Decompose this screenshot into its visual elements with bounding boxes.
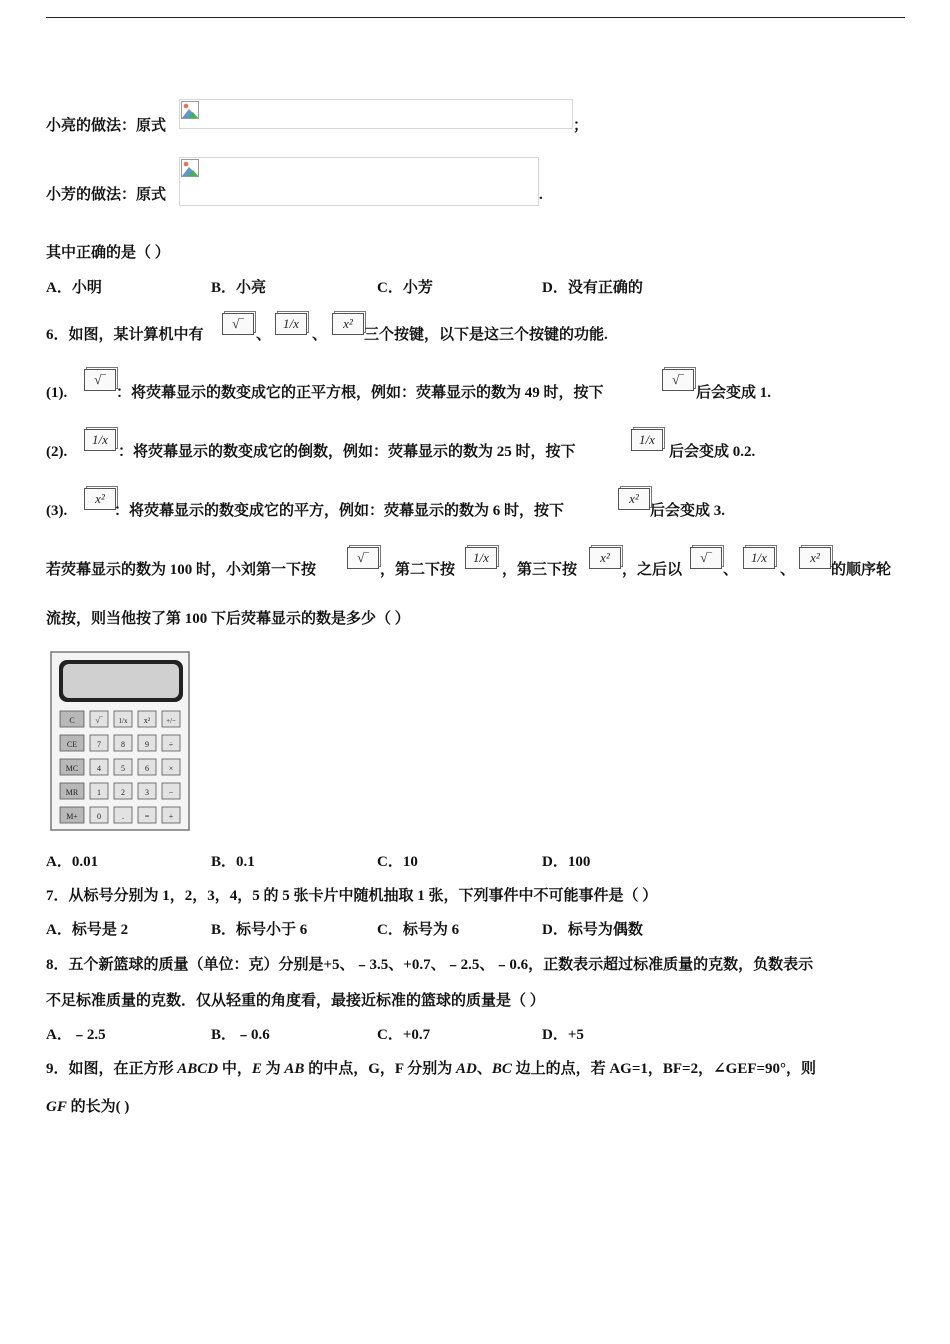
calc-key-label: CE <box>66 740 78 749</box>
q6-option-a: A．0.01 <box>46 854 99 870</box>
q7-text: 7．从标号分别为 1，2，3，4，5 的 5 张卡片中随机抽取 1 张，下列事件中不可能事件是（ ） <box>46 888 658 904</box>
calc-key-label: 6 <box>145 764 149 773</box>
broken-image-icon <box>181 159 199 177</box>
q9-line1: 9．如图，在正方形 ABCD 中，E 为 AB 的中点，G，F 分别为 AD、BC 边上的点，若 AG=1，BF=2，∠GEF=90°，则 <box>46 1061 817 1077</box>
separator: 、 <box>312 327 328 343</box>
broken-formula-image-1 <box>179 99 573 129</box>
q8-option-c: C．+0.7 <box>377 1027 431 1043</box>
broken-formula-image-2 <box>179 157 539 206</box>
q6-line5-b: ，第二下按 <box>380 562 456 578</box>
q6-line6: 流按，则当他按了第 100 下后荧幕显示的数是多少（ ） <box>46 611 410 627</box>
calc-key-label: M+ <box>66 812 78 821</box>
calc-key-label: √‾ <box>95 716 103 725</box>
item2-text: ：将荧幕显示的数变成它的倒数，例如：荧幕显示的数为 25 时，按下 <box>118 444 576 460</box>
calc-key-label: − <box>168 788 174 797</box>
item1-number: (1). <box>46 385 68 401</box>
item3-number: (3). <box>46 503 68 519</box>
calc-key-label: 8 <box>121 740 125 749</box>
calc-key-label: 5 <box>121 764 125 773</box>
reciprocal-key-icon: 1/x <box>465 547 497 569</box>
separator: 、 <box>256 327 272 343</box>
q6-line5-a: 若荧幕显示的数为 100 时，小刘第一下按 <box>46 562 317 578</box>
xiaofang-label: 小芳的做法：原式 <box>46 187 167 203</box>
q5-option-b: B．小亮 <box>211 280 267 296</box>
broken-image-icon <box>181 101 199 119</box>
sqrt-key-icon: √‾ <box>662 369 694 391</box>
square-key-icon: x² <box>332 313 364 335</box>
square-key-icon: x² <box>618 488 650 510</box>
calculator-icon <box>50 651 190 831</box>
sqrt-key-icon: √‾ <box>690 547 722 569</box>
item3-text: ：将荧幕显示的数变成它的平方，例如：荧幕显示的数为 6 时，按下 <box>114 503 565 519</box>
sqrt-key-icon: √‾ <box>84 369 116 391</box>
calc-key-label: ÷ <box>168 740 174 749</box>
xiaofang-suffix: . <box>539 187 543 203</box>
item1-end: 后会变成 1. <box>696 385 772 401</box>
q6-option-b: B．0.1 <box>211 854 255 870</box>
reciprocal-key-icon: 1/x <box>84 429 116 451</box>
square-key-icon: x² <box>84 488 116 510</box>
calc-key-label: × <box>168 764 174 773</box>
square-key-icon: x² <box>799 547 831 569</box>
calc-key-label: 1/x <box>118 717 128 725</box>
reciprocal-key-icon: 1/x <box>743 547 775 569</box>
calc-key-label: x² <box>143 716 151 725</box>
xiaofang-line <box>46 185 166 205</box>
q7-option-c: C．标号为 6 <box>377 922 460 938</box>
q9-line2: GF 的长为( ) <box>46 1099 130 1115</box>
q7-option-d: D．标号为偶数 <box>542 922 643 938</box>
square-key-icon: x² <box>589 547 621 569</box>
q6-option-d: D．100 <box>542 854 591 870</box>
calc-key-label: MR <box>65 788 79 797</box>
item3-end: 后会变成 3. <box>650 503 726 519</box>
q5-option-a: A．小明 <box>46 280 102 296</box>
sqrt-key-icon: √‾ <box>347 547 379 569</box>
calc-key-label: 2 <box>121 788 125 797</box>
separator: 、 <box>723 562 739 578</box>
xiaoliang-line <box>46 116 166 136</box>
q5-option-d: D．没有正确的 <box>542 280 643 296</box>
item2-end: 后会变成 0.2. <box>669 444 756 460</box>
sqrt-key-icon: √‾ <box>222 313 254 335</box>
xiaoliang-suffix: ； <box>573 118 589 134</box>
q6-intro-end: 三个按键，以下是这三个按键的功能. <box>364 327 608 343</box>
q6-line5-c: ，第三下按 <box>502 562 578 578</box>
calc-key-label: 7 <box>97 740 101 749</box>
calc-key-label: C <box>69 716 75 725</box>
calc-key-label: 1 <box>97 788 101 797</box>
q5-option-c: C．小芳 <box>377 280 433 296</box>
q7-option-b: B．标号小于 6 <box>211 922 308 938</box>
calc-key-label: 0 <box>97 812 101 821</box>
q6-line5-e: 的顺序轮 <box>831 562 892 578</box>
reciprocal-key-icon: 1/x <box>275 313 307 335</box>
q8-option-d: D．+5 <box>542 1027 584 1043</box>
q8-line2: 不足标准质量的克数．仅从轻重的角度看，最接近标准的篮球的质量是（ ） <box>46 993 545 1009</box>
calc-key-label: . <box>122 812 124 821</box>
calc-key-label: + <box>168 812 174 821</box>
reciprocal-key-icon: 1/x <box>631 429 663 451</box>
calc-key-label: MC <box>65 764 79 773</box>
q7-option-a: A．标号是 2 <box>46 922 129 938</box>
calc-key-label: 4 <box>97 764 101 773</box>
header-rule <box>46 17 905 18</box>
q8-option-b: B．﹣0.6 <box>211 1027 270 1043</box>
q6-line5-d: ，之后以 <box>622 562 683 578</box>
q6-option-c: C．10 <box>377 854 418 870</box>
item1-text: ：将荧幕显示的数变成它的正平方根，例如：荧幕显示的数为 49 时，按下 <box>116 385 604 401</box>
calculator-figure <box>50 651 190 831</box>
calc-key-label: 3 <box>145 788 149 797</box>
q6-intro: 6．如图，某计算机中有 <box>46 327 204 343</box>
separator: 、 <box>780 562 796 578</box>
calc-key-label: +/− <box>166 717 176 725</box>
calc-key-label: = <box>144 812 150 821</box>
item2-number: (2). <box>46 444 68 460</box>
calc-key-label: 9 <box>145 740 149 749</box>
q5-question: 其中正确的是（ ） <box>46 245 170 261</box>
q8-option-a: A．﹣2.5 <box>46 1027 106 1043</box>
q8-line1: 8．五个新篮球的质量（单位：克）分别是+5、﹣3.5、+0.7、﹣2.5、﹣0.6，正数表示超过标准质量的克数，负数表示 <box>46 957 814 973</box>
xiaoliang-label: 小亮的做法：原式 <box>46 118 167 134</box>
